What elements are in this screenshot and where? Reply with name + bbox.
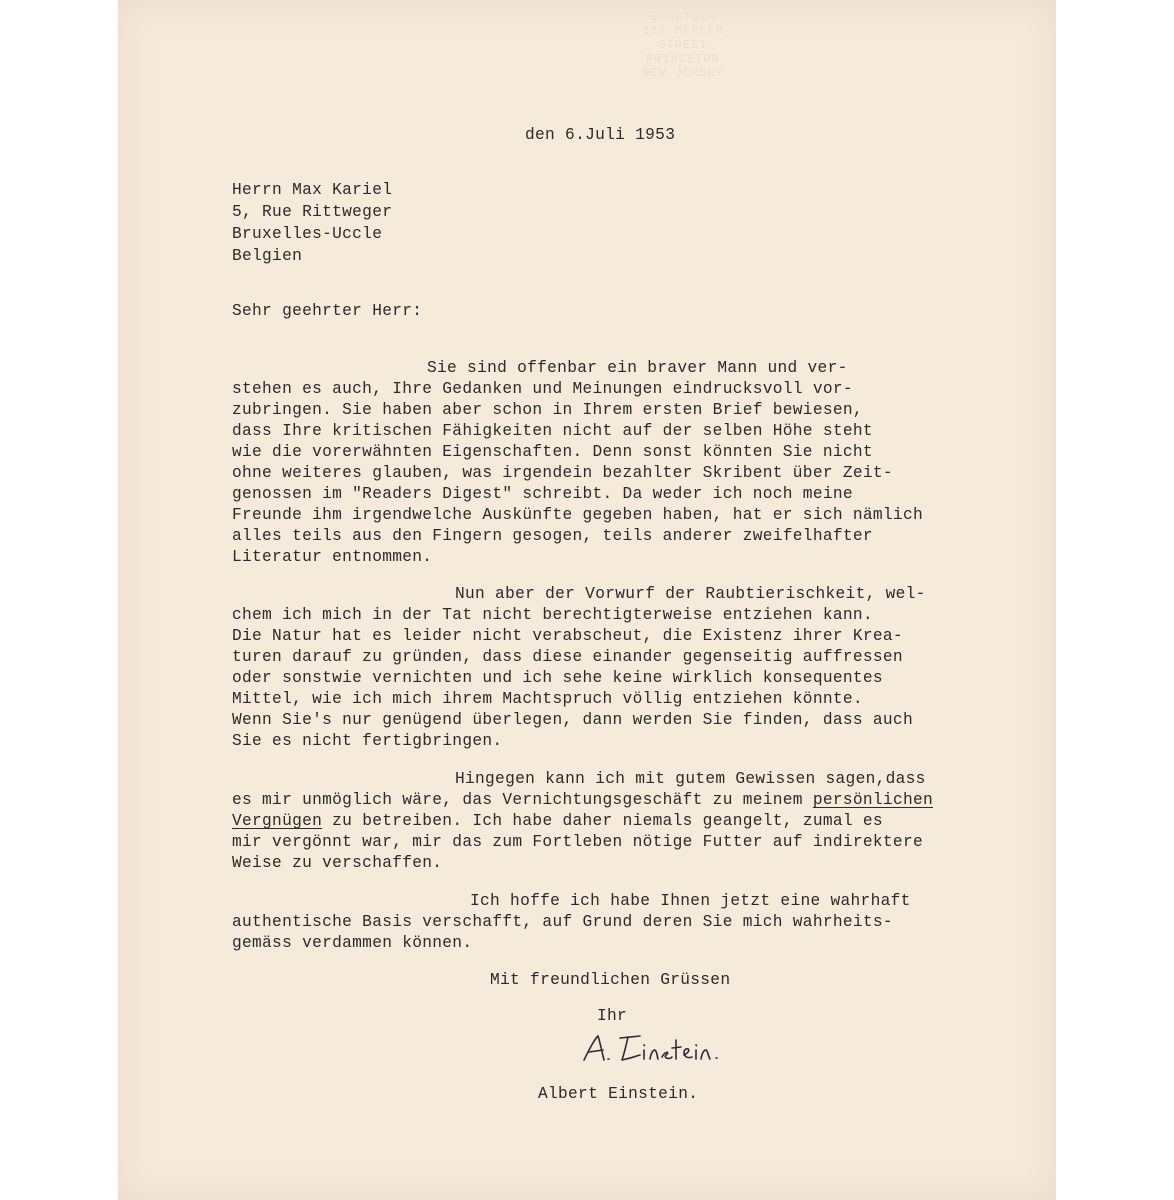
paragraph-3-line: Weise zu verschaffen.: [232, 854, 443, 872]
underlined-word: Vergnügen: [232, 812, 323, 830]
paragraph-2-line: chem ich mich in der Tat nicht berechtigterweise entziehen kann.: [232, 606, 873, 624]
handwritten-signature: [580, 1030, 730, 1066]
paragraph-3-line: mir vergönnt war, mir das zum Fortleben nötige Futter auf indirektere: [232, 833, 923, 851]
letter-date: den 6.Juli 1953: [525, 126, 676, 144]
paragraph-1-line: wie die vorerwähnten Eigenschaften. Denn sonst könnten Sie nicht: [232, 443, 873, 461]
address-line: Belgien: [232, 247, 303, 265]
paragraph-1-line: ohne weiteres glauben, was irgendein bezahlter Skribent über Zeit-: [232, 464, 893, 482]
paragraph-4-line: Ich hoffe ich habe Ihnen jetzt eine wahrhaft: [470, 892, 911, 910]
paragraph-1-line: zubringen. Sie haben aber schon in Ihrem ersten Brief bewiesen,: [232, 401, 863, 419]
address-line: Bruxelles-Uccle: [232, 225, 383, 243]
paragraph-2-line: Die Natur hat es leider nicht verabscheut, die Existenz ihrer Krea-: [232, 627, 903, 645]
paragraph-2-line: Sie es nicht fertigbringen.: [232, 732, 503, 750]
address-line: Herrn Max Kariel: [232, 181, 393, 199]
letterhead-line: 112 MERCER STREET: [641, 24, 724, 52]
paragraph-3-line: Hingegen kann ich mit gutem Gewissen sagen,dass: [455, 770, 926, 788]
paragraph-1-line: stehen es auch, Ihre Gedanken und Meinungen eindrucksvoll vor-: [232, 380, 853, 398]
paragraph-2-line: Mittel, wie ich mich ihrem Machtspruch völlig entziehen könnte.: [232, 690, 863, 708]
paragraph-2-line: Nun aber der Vorwurf der Raubtierischkeit, wel-: [455, 585, 926, 603]
paragraph-1-line: genossen im "Readers Digest" schreibt. Da weder ich noch meine: [232, 485, 853, 503]
paragraph-1-line: dass Ihre kritischen Fähigkeiten nicht auf der selben Höhe steht: [232, 422, 873, 440]
paragraph-3-line: [232, 812, 883, 830]
letterhead-line: EINSTEIN: [650, 10, 716, 24]
address-line: 5, Rue Rittweger: [232, 203, 393, 221]
paragraph-1-line: Sie sind offenbar ein braver Mann und ver-: [427, 359, 848, 377]
paragraph-2-line: turen darauf zu gründen, dass diese einander gegenseitig auffressen: [232, 648, 903, 666]
paragraph-4-line: gemäss verdammen können.: [232, 934, 473, 952]
letterhead-line: PRINCETON: [646, 52, 720, 66]
ihr: Ihr: [597, 1007, 628, 1025]
paragraph-4-line: authentische Basis verschafft, auf Grund deren Sie mich wahrheits-: [232, 913, 893, 931]
paragraph-2-line: Wenn Sie's nur genügend überlegen, dann werden Sie finden, dass auch: [232, 711, 913, 729]
salutation: Sehr geehrter Herr:: [232, 302, 423, 320]
paragraph-1-line: alles teils aus den Fingern gesogen, teils anderer zweifelhafter: [232, 527, 873, 545]
paragraph-3-text: zu betreiben. Ich habe daher niemals geangelt, zumal es: [322, 812, 883, 830]
paragraph-1-line: Literatur entnommen.: [232, 548, 433, 566]
letterhead-line: NEW JERSEY: [641, 66, 724, 80]
paragraph-3-text: es mir unmöglich wäre, das Vernichtungsgeschäft zu meinem: [232, 791, 813, 809]
paragraph-2-line: oder sonstwie vernichten und ich sehe keine wirklich konsequentes: [232, 669, 883, 687]
closing: Mit freundlichen Grüssen: [490, 971, 731, 989]
signatory-name: Albert Einstein.: [538, 1085, 699, 1103]
paragraph-3-line: [232, 791, 933, 809]
paragraph-1-line: Freunde ihm irgendwelche Auskünfte gegeben haben, hat er sich nämlich: [232, 506, 923, 524]
underlined-word: persönlichen: [812, 791, 933, 809]
